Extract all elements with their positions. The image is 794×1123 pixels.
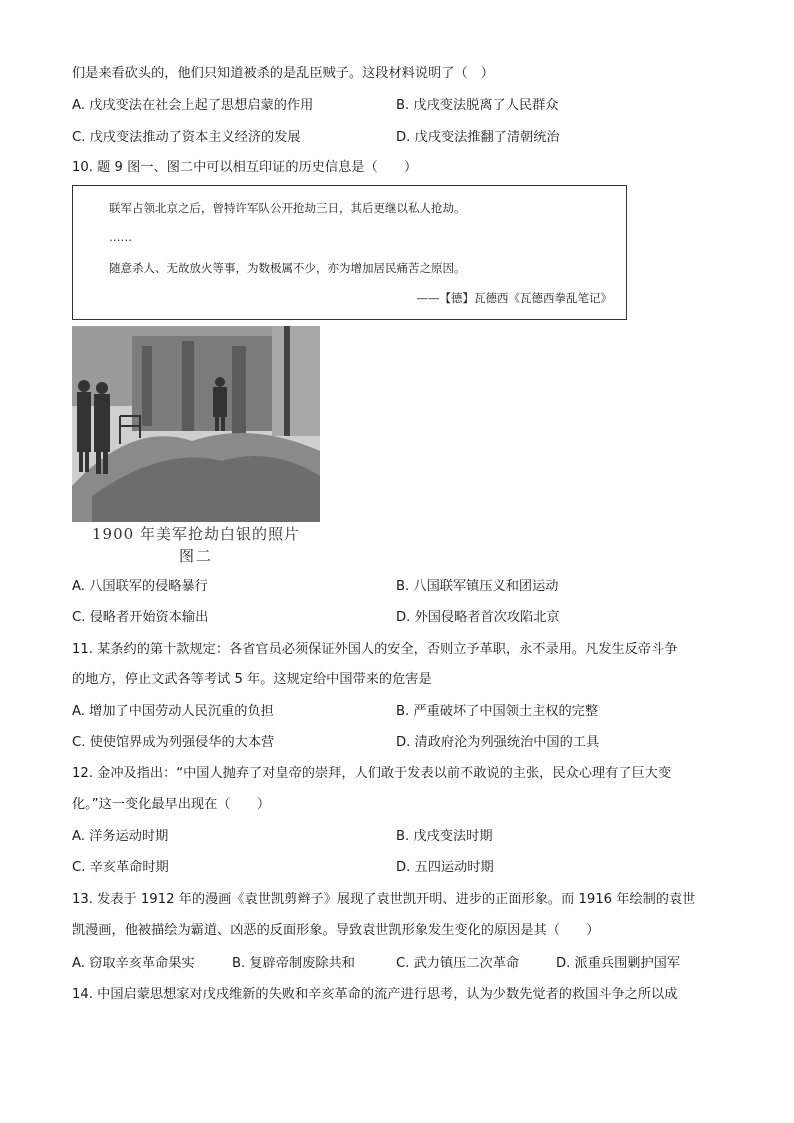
quote-source: ——【德】瓦德西《瓦德西拳乱笔记》 (416, 291, 612, 305)
q9-option-b: B. 戊戌变法脱离了人民群众 (396, 98, 559, 113)
q11-option-c: C. 使使馆界成为列强侵华的大本营 (72, 735, 275, 750)
quote-line-3: 随意杀人、无故放火等事，为数极属不少，亦为增加居民痛苦之原因。 (109, 261, 466, 275)
q9-option-a: A. 戊戌变法在社会上起了思想启蒙的作用 (72, 98, 314, 113)
q11-option-b: B. 严重破坏了中国领土主权的完整 (396, 704, 599, 719)
quote-box (72, 185, 627, 320)
quote-ellipsis: …… (109, 230, 132, 244)
question-11-line-1: 11. 某条约的第十款规定：各省官员必须保证外国人的安全，否则立予革职，永不录用。凡发生反帝斗争 (72, 642, 678, 657)
q13-option-d: D. 派重兵围剿护国军 (556, 956, 681, 971)
q12-option-c: C. 辛亥革命时期 (72, 860, 169, 875)
photo-illustration (72, 326, 320, 522)
q12-option-d: D. 五四运动时期 (396, 860, 494, 875)
q9-option-d: D. 戊戌变法推翻了清朝统治 (396, 130, 560, 145)
q11-option-d: D. 清政府沦为列强统治中国的工具 (396, 735, 600, 750)
q13-option-b: B. 复辟帝制废除共和 (232, 956, 355, 971)
q10-option-d: D. 外国侵略者首次攻陷北京 (396, 610, 560, 625)
q12-option-b: B. 戊戌变法时期 (396, 829, 493, 844)
question-13-line-2: 凯漫画，他被描绘为霸道、凶恶的反面形象。导致袁世凯形象发生变化的原因是其（ ） (72, 923, 600, 938)
q13-option-a: A. 窃取辛亥革命果实 (72, 956, 195, 971)
q10-option-b: B. 八国联军镇压义和团运动 (396, 579, 559, 594)
q10-option-a: A. 八国联军的侵略暴行 (72, 579, 208, 594)
historical-photo (72, 326, 320, 522)
question-12-line-2: 化。”这一变化最早出现在（ ） (72, 797, 271, 812)
question-11-line-2: 的地方，停止文武各等考试 5 年。这规定给中国带来的危害是 (72, 672, 432, 687)
question-12-line-1: 12. 金冲及指出：“中国人抛弃了对皇帝的崇拜，人们敢于发表以前不敢说的主张，民众心理有了巨大变 (72, 766, 672, 781)
q13-option-c: C. 武力镇压二次革命 (396, 956, 520, 971)
figure-title: 图二 (178, 547, 213, 565)
quote-line-1: 联军占领北京之后，曾特许军队公开抢劫三日，其后更继以私人抢劫。 (109, 201, 466, 215)
q9-option-c: C. 戊戌变法推动了资本主义经济的发展 (72, 130, 301, 145)
photo-caption: 1900 年美军抢劫白银的照片 (92, 525, 300, 543)
q11-option-a: A. 增加了中国劳动人民沉重的负担 (72, 704, 274, 719)
question-10: 10. 题 9 图一、图二中可以相互印证的历史信息是（ ） (72, 160, 418, 175)
q12-option-a: A. 洋务运动时期 (72, 829, 169, 844)
q10-option-c: C. 侵略者开始资本输出 (72, 610, 209, 625)
question-13-line-1: 13. 发表于 1912 年的漫画《袁世凯剪辫子》展现了袁世凯开明、进步的正面形象。而 1916 年绘制的袁世 (72, 892, 696, 907)
line-q9-end: 们是来看砍头的，他们只知道被杀的是乱臣贼子。这段材料说明了（ ） (72, 66, 494, 81)
question-14: 14. 中国启蒙思想家对戊戌维新的失败和辛亥革命的流产进行思考，认为少数先觉者的救国斗争之所以成 (72, 987, 678, 1002)
